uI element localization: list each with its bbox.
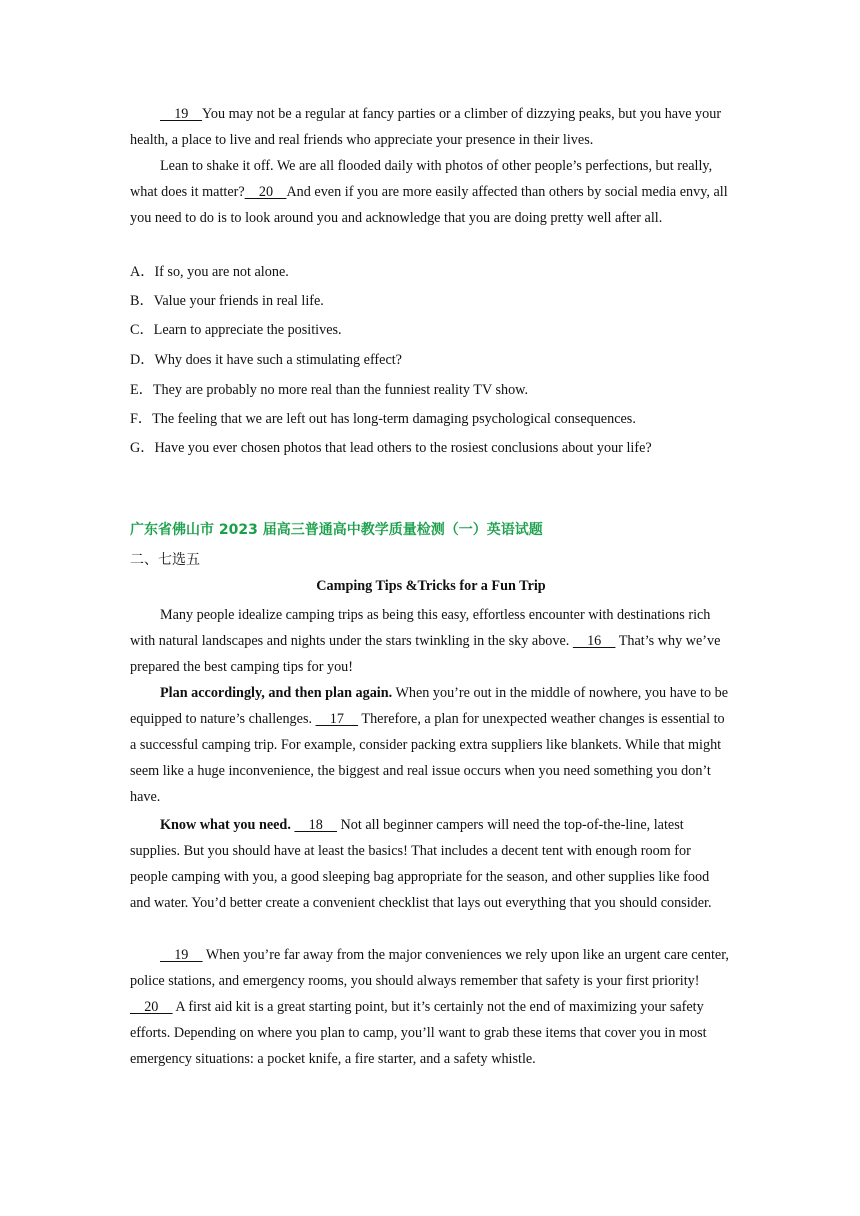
blank-19[interactable]: 19 [160,106,203,122]
blank-16[interactable]: 16 [572,633,616,649]
blank-20[interactable]: 20 [244,184,287,200]
paragraph-heading: Know what you need. [160,817,291,833]
paragraph-text: Lean to shake it off. We are all flooded daily with photos of other people’s perfections, but really, what does it matter? [130,158,713,200]
option-b: B．Value your friends in real life. [130,293,324,309]
paragraph-text: Not all beginner campers will need the top-of-the-line, latest supplies. But you should have at least the basics! That includes a decent tent with enough room for people camping with you, a good sleeping bag appropriate for the season, and other supplies like food and water. You’d better create a convenient checklist that lays out everything that you should consider. [130,817,712,911]
paragraph-b4 [130,942,732,1072]
section-heading: 二、七选五 [130,552,200,568]
paragraph-text: That’s why we’ve prepared the best camping tips for you! [130,633,721,675]
option-f: F．The feeling that we are left out has long-term damaging psychological consequences. [130,411,636,427]
paragraph-text: You may not be a regular at fancy parties or a climber of dizzying peaks, but you have your health, a place to live and real friends who appreciate your presence in their lives. [130,106,722,148]
paragraph-b3 [130,812,732,916]
paragraph-text: A first aid kit is a great starting point, but it’s certainly not the end of maximizing your safety efforts. Depending on where you plan to camp, you’ll want to grab these items that cover you in most emergency situations: a pocket knife, a fire starter, and a safety whistle. [130,999,707,1067]
option-g: G．Have you ever chosen photos that lead others to the rosiest conclusions about your life? [130,440,652,456]
paragraph-text: When you’re out in the middle of nowhere, you have to be equipped to nature’s challenges. [130,685,728,727]
paragraph-a2 [130,153,732,231]
blank-18[interactable]: 18 [294,817,337,833]
paragraph-text: Many people idealize camping trips as being this easy, effortless encounter with destinations rich with natural landscapes and nights under the stars twinkling in the sky above. [130,607,711,649]
paragraph-b2 [130,680,732,810]
source-title: 广东省佛山市 2023 届高三普通高中教学质量检测（一）英语试题 [130,522,543,538]
paragraph-text: Therefore, a plan for unexpected weather changes is essential to a successful camping trip. For example, consider packing extra suppliers like blankets. While that might seem like a huge inconvenience, the biggest and real issue occurs when you need something you don’t have. [130,711,725,805]
option-e: E．They are probably no more real than the funniest reality TV show. [130,382,529,398]
option-c: C．Learn to appreciate the positives. [130,322,342,338]
option-d: D．Why does it have such a stimulating effect? [130,352,402,368]
paragraph-a1 [130,101,732,153]
option-a: A．If so, you are not alone. [130,264,289,280]
paragraph-b1 [130,602,732,680]
blank-19b[interactable]: 19 [160,947,203,963]
article-title: Camping Tips &Tricks for a Fun Trip [316,578,546,594]
paragraph-text: When you’re far away from the major conveniences we rely upon like an urgent care center, police stations, and emergency rooms, you should always remember that safety is your first priority! [130,947,729,989]
blank-17[interactable]: 17 [315,711,359,727]
blank-20b[interactable]: 20 [130,999,173,1015]
paragraph-text: And even if you are more easily affected than others by social media envy, all you need to do is to look around you and acknowledge that you are doing pretty well after all. [130,184,728,226]
paragraph-heading: Plan accordingly, and then plan again. [160,685,393,701]
